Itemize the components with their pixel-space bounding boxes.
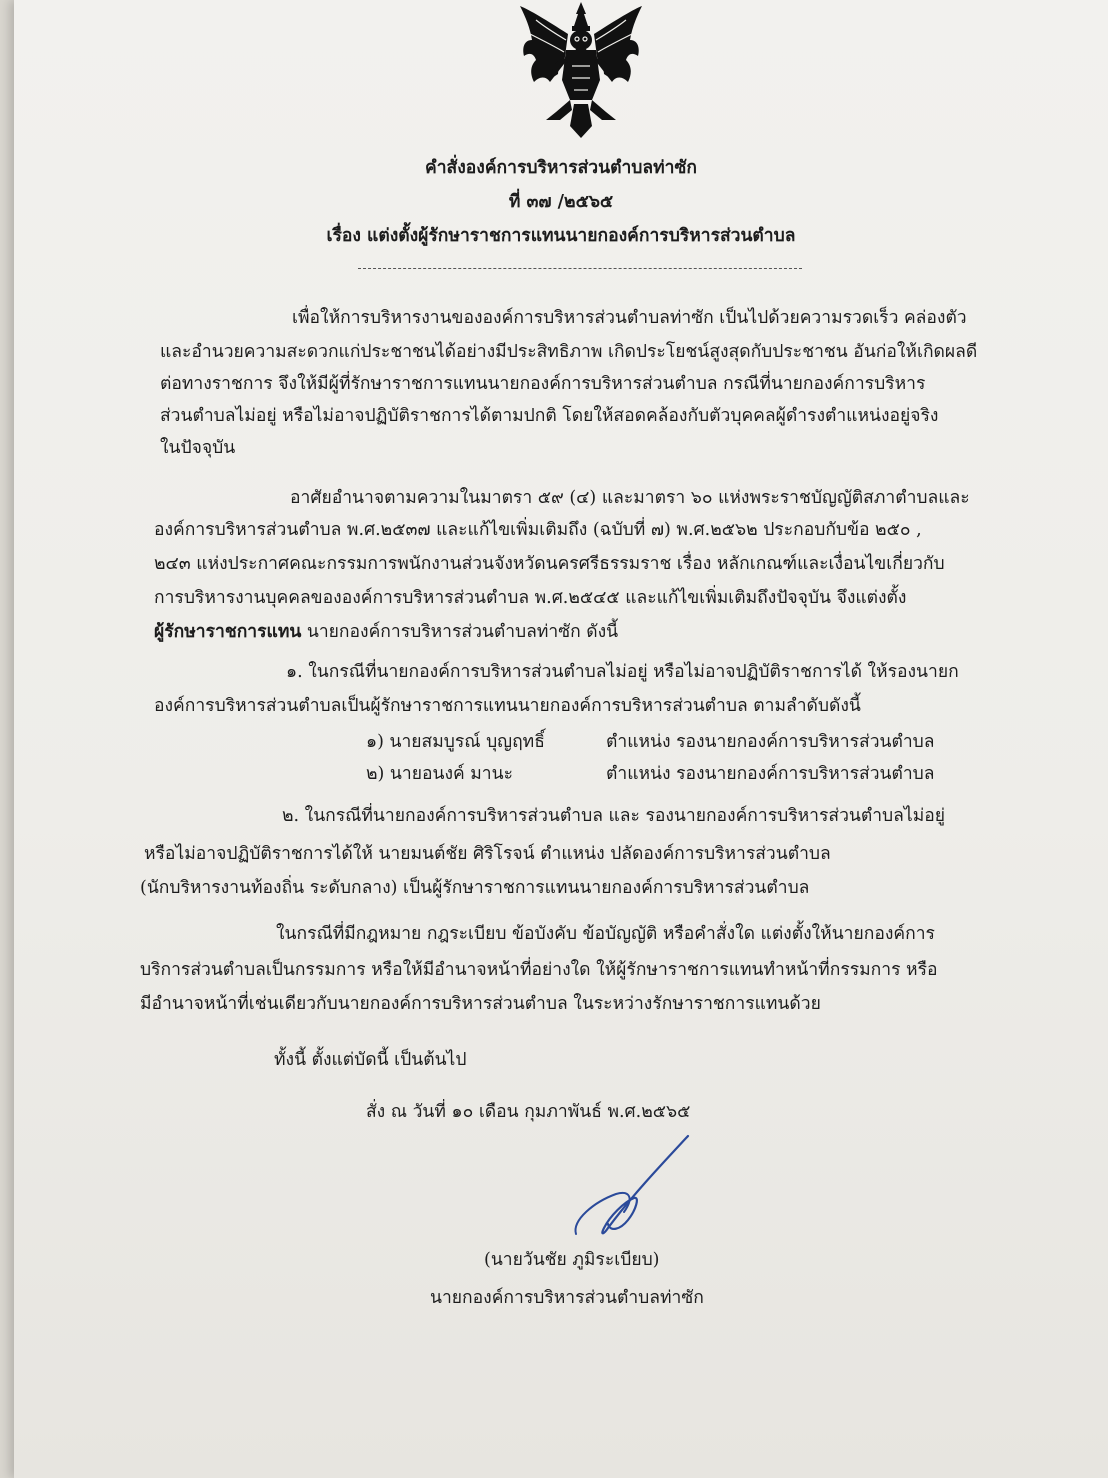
deputy-name: ๒) นายอนงค์ มานะ <box>366 764 513 784</box>
para1-line: ต่อทางราชการ จึงให้มีผู้ที่รักษาราชการแทนนายกองค์การบริหารส่วนตำบล กรณีที่นายกองค์การบริหาร <box>160 374 926 394</box>
document-page <box>14 0 1108 1478</box>
para2-line: ๒๔๓ แห่งประกาศคณะกรรมการพนักงานส่วนจังหวัดนครศรีธรรมราช เรื่อง หลักเกณฑ์และเงื่อนไขเกี่ยวกับ <box>154 554 945 574</box>
para2-line <box>154 624 618 642</box>
signatory-name: (นายวันชัย ภูมิระเบียบ) <box>484 1250 660 1270</box>
deputy-position: ตำแหน่ง รองนายกองค์การบริหารส่วนตำบล <box>606 764 935 784</box>
para3-line: บริการส่วนตำบลเป็นกรรมการ หรือให้มีอำนาจหน้าที่อย่างใด ให้ผู้รักษาราชการแทนทำหน้าที่กรรมการ หรือ <box>140 960 938 980</box>
item1-line: ๑. ในกรณีที่นายกองค์การบริหารส่วนตำบลไม่อยู่ หรือไม่อาจปฏิบัติราชการได้ ให้รองนายก <box>286 662 959 682</box>
document-subject: เรื่อง แต่งตั้งผู้รักษาราชการแทนนายกองค์การบริหารส่วนตำบล <box>326 226 796 246</box>
effective-statement: ทั้งนี้ ตั้งแต่บัดนี้ เป็นต้นไป <box>274 1050 467 1070</box>
para3-line: ในกรณีที่มีกฎหมาย กฎระเบียบ ข้อบังคับ ข้อบัญญัติ หรือคำสั่งใด แต่งตั้งให้นายกองค์การ <box>276 924 935 944</box>
acting-officer-label: ผู้รักษาราชการแทน <box>154 622 302 642</box>
document-number: ที่ ๓๗ /๒๕๖๕ <box>508 192 614 212</box>
para1-line: ส่วนตำบลไม่อยู่ หรือไม่อาจปฏิบัติราชการได้ตามปกติ โดยให้สอดคล้องกับตัวบุคคลผู้ดำรงตำแหน่งอยู่จริง <box>160 406 939 426</box>
handwritten-signature <box>550 1128 720 1248</box>
item2-line: หรือไม่อาจปฏิบัติราชการได้ให้ นายมนต์ชัย ศิริโรจน์ ตำแหน่ง ปลัดองค์การบริหารส่วนตำบล <box>144 844 831 864</box>
para2-line: องค์การบริหารส่วนตำบล พ.ศ.๒๕๓๗ และแก้ไขเพิ่มเติมถึง (ฉบับที่ ๗) พ.ศ.๒๕๖๒ ประกอบกับข้อ ๒๕๐ , <box>154 520 922 540</box>
item2-line: ๒. ในกรณีที่นายกองค์การบริหารส่วนตำบล และ รองนายกองค์การบริหารส่วนตำบลไม่อยู่ <box>282 806 945 826</box>
para1-line: เพื่อให้การบริหารงานขององค์การบริหารส่วนตำบลท่าซัก เป็นไปด้วยความรวดเร็ว คล่องตัว <box>292 308 967 328</box>
deputy-position: ตำแหน่ง รองนายกองค์การบริหารส่วนตำบล <box>606 732 935 752</box>
deputy-name: ๑) นายสมบูรณ์ บุญฤทธิ์ <box>366 732 545 752</box>
para1-line: และอำนวยความสะดวกแก่ประชาชนได้อย่างมีประสิทธิภาพ เกิดประโยชน์สูงสุดกับประชาชน อันก่อให้เกิดผลดี <box>160 342 978 362</box>
para3-line: มีอำนาจหน้าที่เช่นเดียวกับนายกองค์การบริหารส่วนตำบล ในระหว่างรักษาราชการแทนด้วย <box>140 994 821 1014</box>
garuda-emblem-icon <box>516 0 646 140</box>
item1-line: องค์การบริหารส่วนตำบลเป็นผู้รักษาราชการแทนนายกองค์การบริหารส่วนตำบล ตามลำดับดังนี้ <box>154 696 861 716</box>
order-date: สั่ง ณ วันที่ ๑๐ เดือน กุมภาพันธ์ พ.ศ.๒๕๖๕ <box>366 1102 691 1122</box>
para2-line: อาศัยอำนาจตามความในมาตรา ๕๙ (๔) และมาตรา ๖๐ แห่งพระราชบัญญัติสภาตำบลและ <box>290 488 970 508</box>
para2-line: การบริหารงานบุคคลขององค์การบริหารส่วนตำบล พ.ศ.๒๕๔๕ และแก้ไขเพิ่มเติมถึงปัจจุบัน จึงแต่งตั้ง <box>154 588 907 608</box>
document-title: คำสั่งองค์การบริหารส่วนตำบลท่าซัก <box>425 158 697 178</box>
para1-line: ในปัจจุบัน <box>160 438 236 458</box>
signatory-position: นายกองค์การบริหารส่วนตำบลท่าซัก <box>430 1288 704 1308</box>
header-divider <box>358 268 802 269</box>
item2-line: (นักบริหารงานท้องถิ่น ระดับกลาง) เป็นผู้รักษาราชการแทนนายกองค์การบริหารส่วนตำบล <box>140 878 810 898</box>
para2-line-rest: นายกองค์การบริหารส่วนตำบลท่าซัก ดังนี้ <box>301 622 619 642</box>
